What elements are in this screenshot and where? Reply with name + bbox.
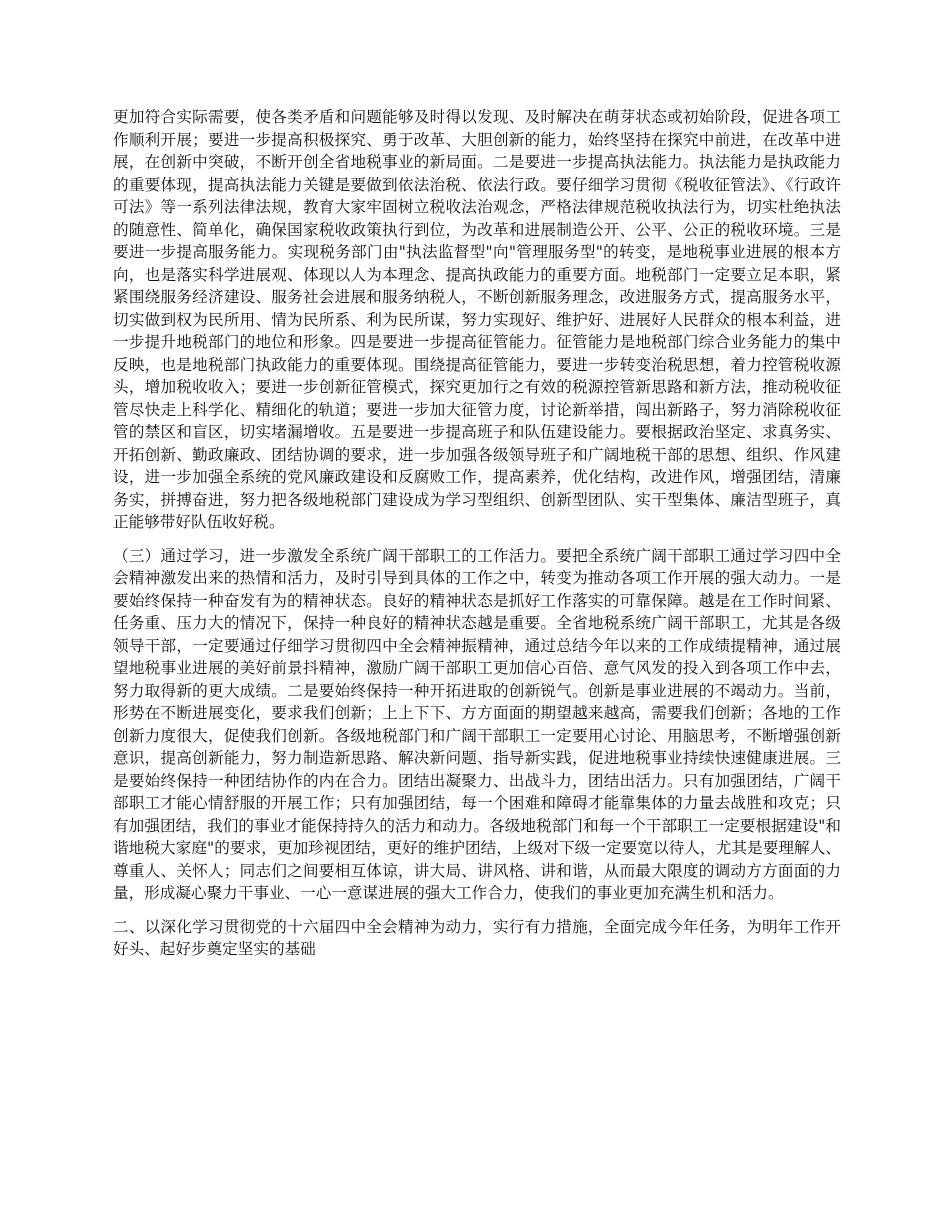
body-paragraph: （三）通过学习，进一步激发全系统广阔干部职工的工作活力。要把全系统广阔干部职工通过学习四中全会精神激发出来的热情和活力，及时引导到具体的工作之中，转变为推动各项工作开展的强大动力。一是要始终保持一种奋发有为的精神状态。良好的精神状态是抓好工作落实的可靠保障。越是在工作时间紧、任务重、压力大的情况下，保持一种良好的精神状态越是重要。全省地税系统广阔干部职工，尤其是各级领导干部，一定要通过仔细学习贯彻四中全会精神振精神，通过总结今年以来的工作成绩提精神，通过展望地税事业进展的美好前景抖精神，激励广阔干部职工更加信心百倍、意气风发的投入到各项工作中去，努力取得新的更大成绩。二是要始终保持一种开拓进取的创新锐气。创新是事业进展的不竭动力。当前，形势在不断进展变化，要求我们创新；上上下下、方方面面的期望越来越高，需要我们创新；各地的工作创新力度很大，促使我们创新。各级地税部门和广阔干部职工一定要用心讨论、用脑思考，不断增强创新意识，提高创新能力，努力制造新思路、解决新问题、指导新实践，促进地税事业持续快速健康进展。三是要始终保持一种团结协作的内在合力。团结出凝聚力、出战斗力，团结出活力。只有加强团结，广阔干部职工才能心情舒服的开展工作；只有加强团结，每一个困难和障碍才能靠集体的力量去战胜和攻克；只有加强团结，我们的事业才能保持持久的活力和动力。各级地税部门和每一个干部职工一定要根据建设"和谐地税大家庭"的要求，更加珍视团结，更好的维护团结，上级对下级一定要宽以待人，尤其是要理解人、尊重人、关怀人；同志们之间要相互体谅，讲大局、讲风格、讲和谐，从而最大限度的调动方方面面的力量，形成凝心聚力干事业、一心一意谋进展的强大工作合力，使我们的事业更加充满生机和活力。: [113, 546, 841, 902]
body-paragraph: 更加符合实际需要，使各类矛盾和问题能够及时得以发现、及时解决在萌芽状态或初始阶段，促进各项工作顺利开展；要进一步提高积极探究、勇于改革、大胆创新的能力，始终坚持在探究中前进，在改革中进展，在创新中突破，不断开创全省地税事业的新局面。二是要进一步提高执法能力。执法能力是执政能力的重要体现，提高执法能力关键是要做到依法治税、依法行政。要仔细学习贯彻《税收征管法》、《行政许可法》等一系列法律法规，教育大家牢固树立税收法治观念，严格法律规范税收执法行为，切实杜绝执法的随意性、简单化，确保国家税收政策执行到位，为改革和进展制造公开、公平、公正的税收环境。三是要进一步提高服务能力。实现税务部门由"执法监督型"向"管理服务型"的转变，是地税事业进展的根本方向，也是落实科学进展观、体现以人为本理念、提高执政能力的重要方面。地税部门一定要立足本职，紧紧围绕服务经济建设、服务社会进展和服务纳税人，不断创新服务理念，改进服务方式，提高服务水平，切实做到权为民所用、情为民所系、利为民所谋，努力实现好、维护好、进展好人民群众的根本利益，进一步提升地税部门的地位和形象。四是要进一步提高征管能力。征管能力是地税部门综合业务能力的集中反映，也是地税部门执政能力的重要体现。围绕提高征管能力，要进一步转变治税思想，着力控管税收源头，增加税收收入；要进一步创新征管模式，探究更加行之有效的税源控管新思路和新方法，推动税收征管尽快走上科学化、精细化的轨道；要进一步加大征管力度，讨论新举措，闯出新路子，努力消除税收征管的禁区和盲区，切实堵漏增收。五是要进一步提高班子和队伍建设能力。要根据政治坚定、求真务实、开拓创新、勤政廉政、团结协调的要求，进一步加强各级领导班子和广阔地税干部的思想、组织、作风建设，进一步加强全系统的党风廉政建设和反腐败工作，提高素养，优化结构，改进作风，增强团结，清廉务实，拼搏奋进，努力把各级地税部门建设成为学习型组织、创新型团队、实干型集体、廉洁型班子，真正能够带好队伍收好税。: [113, 108, 841, 531]
document-page: [113, 106, 841, 972]
section-heading: 二、以深化学习贯彻党的十六届四中全会精神为动力，实行有力措施，全面完成今年任务，为明年工作开好头、起好步奠定坚实的基础: [113, 917, 841, 958]
